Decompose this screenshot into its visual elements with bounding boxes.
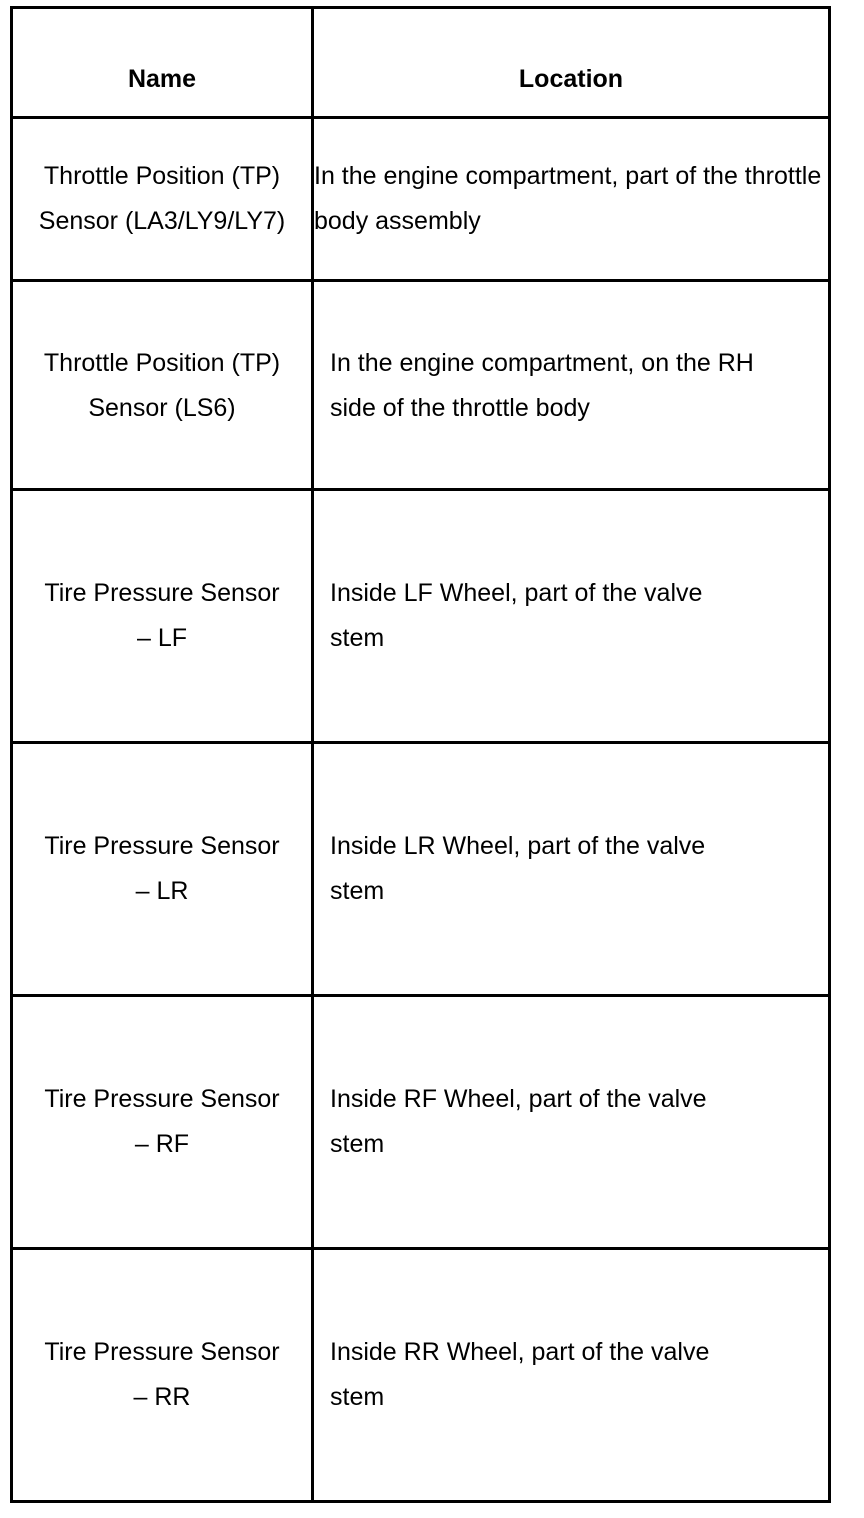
name-cell: Tire Pressure Sensor – LR [12,743,313,996]
table-row [12,743,830,996]
location-cell: Inside RR Wheel, part of the valve stem [313,1249,830,1502]
column-header-location: Location [313,8,830,118]
table-header-row [12,8,830,118]
table-row [12,281,830,490]
table-row [12,996,830,1249]
table-row [12,1249,830,1502]
location-cell: Inside LR Wheel, part of the valve stem [313,743,830,996]
location-cell: Inside RF Wheel, part of the valve stem [313,996,830,1249]
location-cell: Inside LF Wheel, part of the valve stem [313,490,830,743]
sensor-location-table [10,6,831,1503]
location-cell: In the engine compartment, on the RH side of the throttle body [313,281,830,490]
name-cell: Tire Pressure Sensor – LF [12,490,313,743]
name-cell: Throttle Position (TP) Sensor (LA3/LY9/LY7) [12,118,313,281]
location-cell: In the engine compartment, part of the throttle body assembly [313,118,830,281]
table-row [12,490,830,743]
name-cell: Throttle Position (TP) Sensor (LS6) [12,281,313,490]
column-header-name: Name [12,8,313,118]
name-cell: Tire Pressure Sensor – RR [12,1249,313,1502]
name-cell: Tire Pressure Sensor – RF [12,996,313,1249]
table-row [12,118,830,281]
